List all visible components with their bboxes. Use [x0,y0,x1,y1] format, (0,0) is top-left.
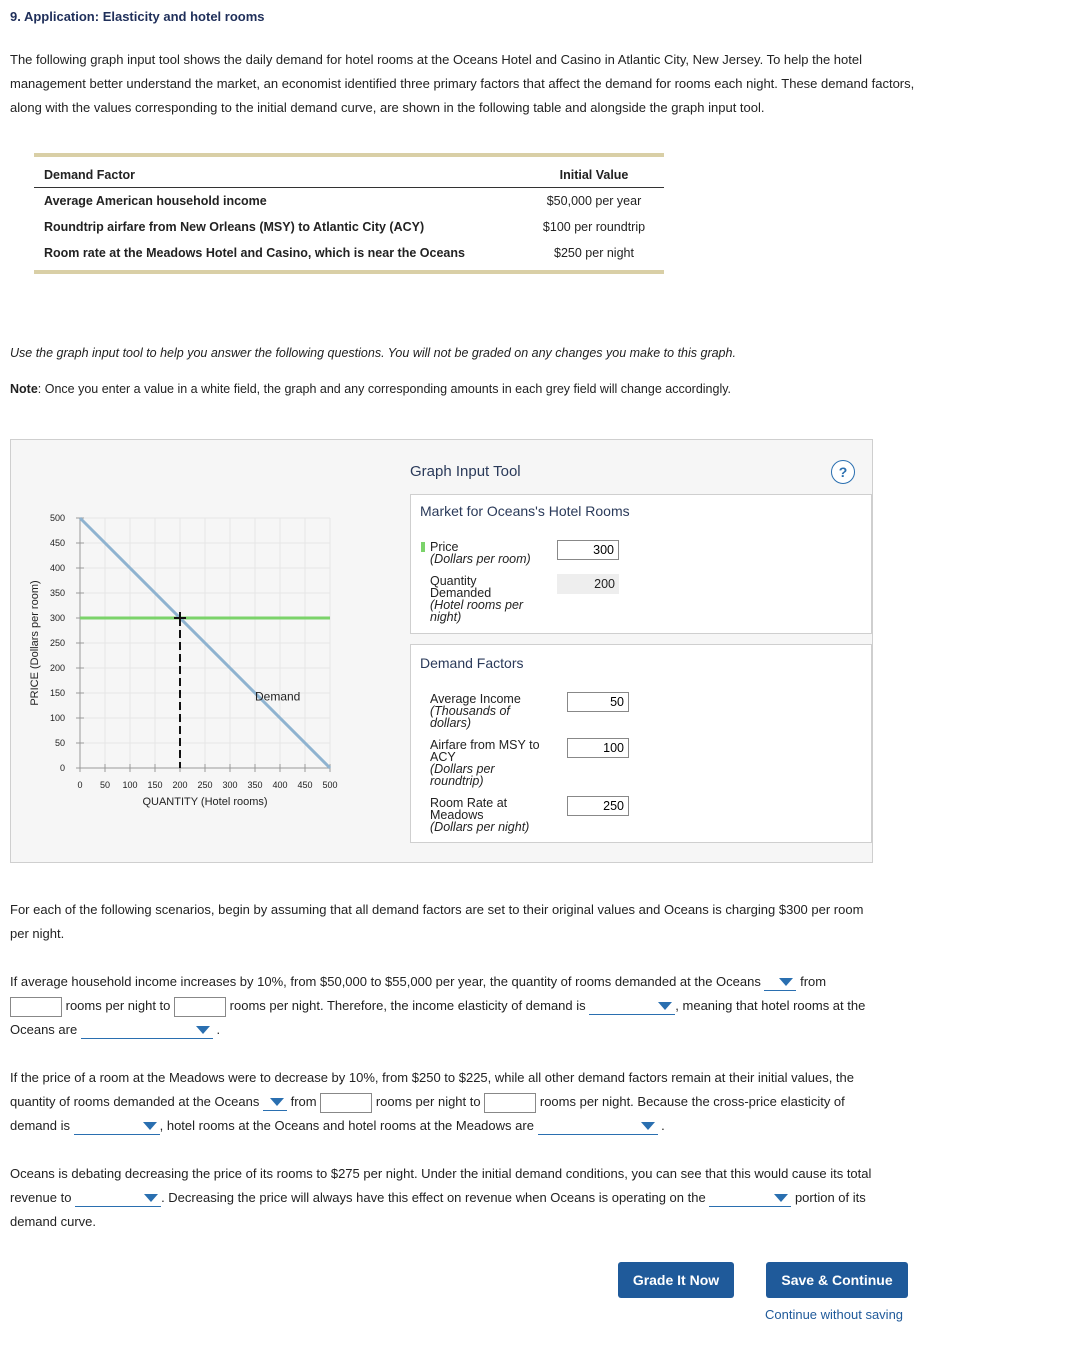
price-legend-swatch [421,542,425,552]
row-factor: Room rate at the Meadows Hotel and Casino, which is near the Oceans [44,246,465,260]
quantity-unit-line1: (Hotel rooms per [430,598,524,612]
question-title: 9. Application: Elasticity and hotel rooms [10,9,265,24]
s1-text-d: , meaning that hotel rooms at the [675,998,866,1013]
meadows-label [430,797,529,833]
grade-it-now-button[interactable]: Grade It Now [618,1262,734,1298]
airfare-unit-line2: roundtrip) [430,774,484,788]
income-input[interactable] [567,692,629,712]
demand-chart[interactable] [10,500,355,820]
s3-portion-dropdown[interactable] [709,1190,791,1207]
header-factor: Demand Factor [44,168,135,182]
x-tick-label: 450 [297,780,313,790]
s3-text-b: revenue to [10,1190,72,1205]
s3-revenue-dropdown[interactable] [75,1190,161,1207]
table-row [34,188,664,214]
market-title: Market for Oceans's Hotel Rooms [420,503,630,519]
x-tick-label: 200 [172,780,188,790]
s3-text-c: . Decreasing the price will always have this effect on revenue when Oceans is operating on the [161,1190,706,1205]
tool-title: Graph Input Tool [410,463,521,480]
note-text: : Once you enter a value in a white field, the graph and any corresponding amounts in each grey field will change accordingly. [37,382,732,396]
airfare-label-line1: Airfare from MSY to [430,738,540,752]
x-tick-label: 300 [222,780,238,790]
y-tick-label: 100 [49,713,65,723]
s1-text-a: If average household income increases by 10%, from $50,000 to $55,000 per year, the quantity of rooms demanded at the Oceans [10,974,761,989]
s3-text-d: portion of its [794,1190,866,1205]
continue-without-saving-link[interactable]: Continue without saving [765,1307,904,1322]
scenario-lead-line1: For each of the following scenarios, begin by assuming that all demand factors are set to their original values and Oceans is charging $300 per room [10,902,864,917]
quantity-label [430,575,523,623]
note [10,382,731,396]
x-tick-label: 400 [272,780,288,790]
row-value: $50,000 per year [546,194,642,208]
income-label-text: Average Income [430,692,521,706]
quantity-unit-line2: night) [430,610,462,624]
s2-text-c: rooms per night to [375,1094,481,1109]
chevron-down-icon [641,1122,655,1130]
airfare-input[interactable] [567,738,629,758]
y-tick-label: 300 [49,613,65,623]
meadows-rate-input[interactable] [567,796,629,816]
row-factor: Average American household income [44,194,267,208]
s1-quantity-change-dropdown[interactable] [764,974,796,991]
header-value: Initial Value [559,168,629,182]
series-label-demand: Demand [255,689,301,704]
x-tick-label: 50 [99,780,111,790]
chevron-down-icon [270,1098,284,1106]
note-label: Note [10,382,38,396]
y-tick-label: 450 [49,538,65,548]
s2-relationship-dropdown[interactable] [538,1118,658,1135]
chevron-down-icon [196,1026,210,1034]
s1-elasticity-dropdown[interactable] [589,998,675,1015]
s2-text-d: rooms per night. Because the cross-price elasticity of [539,1094,845,1109]
table-row [34,214,664,240]
s1-text-c: rooms per night. Therefore, the income elasticity of demand is [229,998,586,1013]
price-label-text: Price [430,540,459,554]
income-unit-line1: (Thousands of [430,704,510,718]
income-label [430,693,521,729]
s2-text-from: from [290,1094,317,1109]
s1-text-from: from [800,974,827,989]
x-tick-label: 500 [322,780,338,790]
s2-from-input[interactable] [320,1093,372,1113]
price-label [430,541,531,565]
y-tick-label: 500 [49,513,65,523]
row-value: $250 per night [554,246,634,260]
s1-from-input[interactable] [10,997,62,1017]
y-tick-label: 350 [49,588,65,598]
s3-text-a: Oceans is debating decreasing the price of its rooms to $275 per night. Under the initial demand conditions, you can see that this would cause its total [10,1166,872,1181]
s2-text-a: If the price of a room at the Meadows were to decrease by 10%, from $250 to $225, while all other demand factors remain at their initial values, the [10,1070,855,1085]
s1-text-e: Oceans are [10,1022,78,1037]
chart-axes [50,513,338,790]
table-row [34,240,664,270]
demand-factor-table [34,153,664,274]
chevron-down-icon [144,1194,158,1202]
quantity-label-line2: Demanded [430,586,492,600]
row-value: $100 per roundtrip [542,220,646,234]
x-axis-label: QUANTITY (Hotel rooms) [142,796,268,808]
save-continue-button[interactable]: Save & Continue [766,1262,908,1298]
table-header [34,157,664,188]
scenario-revenue [10,1162,1010,1234]
x-tick-label: 350 [247,780,263,790]
s2-quantity-change-dropdown[interactable] [263,1094,287,1111]
s2-to-input[interactable] [484,1093,536,1113]
airfare-label [430,739,540,787]
x-tick-label: 150 [147,780,163,790]
x-tick-label: 100 [122,780,138,790]
intro-text: The following graph input tool shows the daily demand for hotel rooms at the Oceans Hotel and Casino in Atlantic City, New Jersey. To help the hotel management better understand the market, an economist identified three primary factors that affect the demand for rooms each night. These demand factors, along with the values corresponding to the initial demand curve, are shown in the following table and alongside the graph input tool. [10,52,915,115]
s1-good-type-dropdown[interactable] [81,1022,213,1039]
s2-text-f: , hotel rooms at the Oceans and hotel rooms at the Meadows are [159,1118,534,1133]
s3-text-e: demand curve. [10,1214,96,1229]
chevron-down-icon [143,1122,157,1130]
s1-to-input[interactable] [174,997,226,1017]
meadows-label-line1: Room Rate at [430,796,508,810]
x-tick-label: 0 [77,780,83,790]
s2-cross-elasticity-dropdown[interactable] [74,1118,160,1135]
y-tick-label: 250 [49,638,65,648]
y-tick-label: 50 [54,738,65,748]
quantity-output: 200 [557,574,619,594]
scenario-lead-line2: per night. [10,926,65,941]
help-icon[interactable]: ? [831,460,855,484]
quantity-label-line1: Quantity [430,574,477,588]
y-tick-label: 150 [49,688,65,698]
income-unit-line2: dollars) [430,716,471,730]
scenario-meadows: If the price of a room at the Meadows were to decrease by 10%, from $250 to $225, while all other demand factors remain at their initial values, the quantity of rooms demanded at the Oceans from rooms per night to rooms per night. Because the cross-price elasticity of demand is , hotel rooms at the Oceans and hotel rooms at the Meadows are . [10,1066,1010,1138]
price-input[interactable] [557,540,619,560]
y-tick-label: 200 [49,663,65,673]
factors-title: Demand Factors [420,655,524,671]
meadows-unit: (Dollars per night) [430,820,530,834]
s2-text-b: quantity of rooms demanded at the Oceans [10,1094,260,1109]
row-factor: Roundtrip airfare from New Orleans (MSY) to Atlantic City (ACY) [44,220,425,234]
chevron-down-icon [658,1002,672,1010]
s2-text-e: demand is [10,1118,70,1133]
chevron-down-icon [774,1194,788,1202]
y-axis-label: PRICE (Dollars per room) [29,580,41,706]
airfare-unit-line1: (Dollars per [430,762,495,776]
s1-text-b: rooms per night to [65,998,171,1013]
scenario-lead [10,898,930,946]
meadows-label-line2: Meadows [430,808,484,822]
y-tick-label: 400 [49,563,65,573]
instructions: Use the graph input tool to help you answer the following questions. You will not be graded on any changes you make to this graph. [10,346,736,360]
chevron-down-icon [779,978,793,986]
airfare-label-line2: ACY [430,750,456,764]
x-tick-label: 250 [197,780,213,790]
scenario-income: If average household income increases by 10%, from $50,000 to $55,000 per year, the quantity of rooms demanded at the Oceans from rooms per night to rooms per night. Therefore, the income elasticity of demand is , meaning that hotel rooms at the Oceans are . [10,970,1010,1042]
price-unit: (Dollars per room) [430,552,531,566]
table-bottom-rule [34,270,664,274]
y-tick-label: 0 [59,763,65,773]
